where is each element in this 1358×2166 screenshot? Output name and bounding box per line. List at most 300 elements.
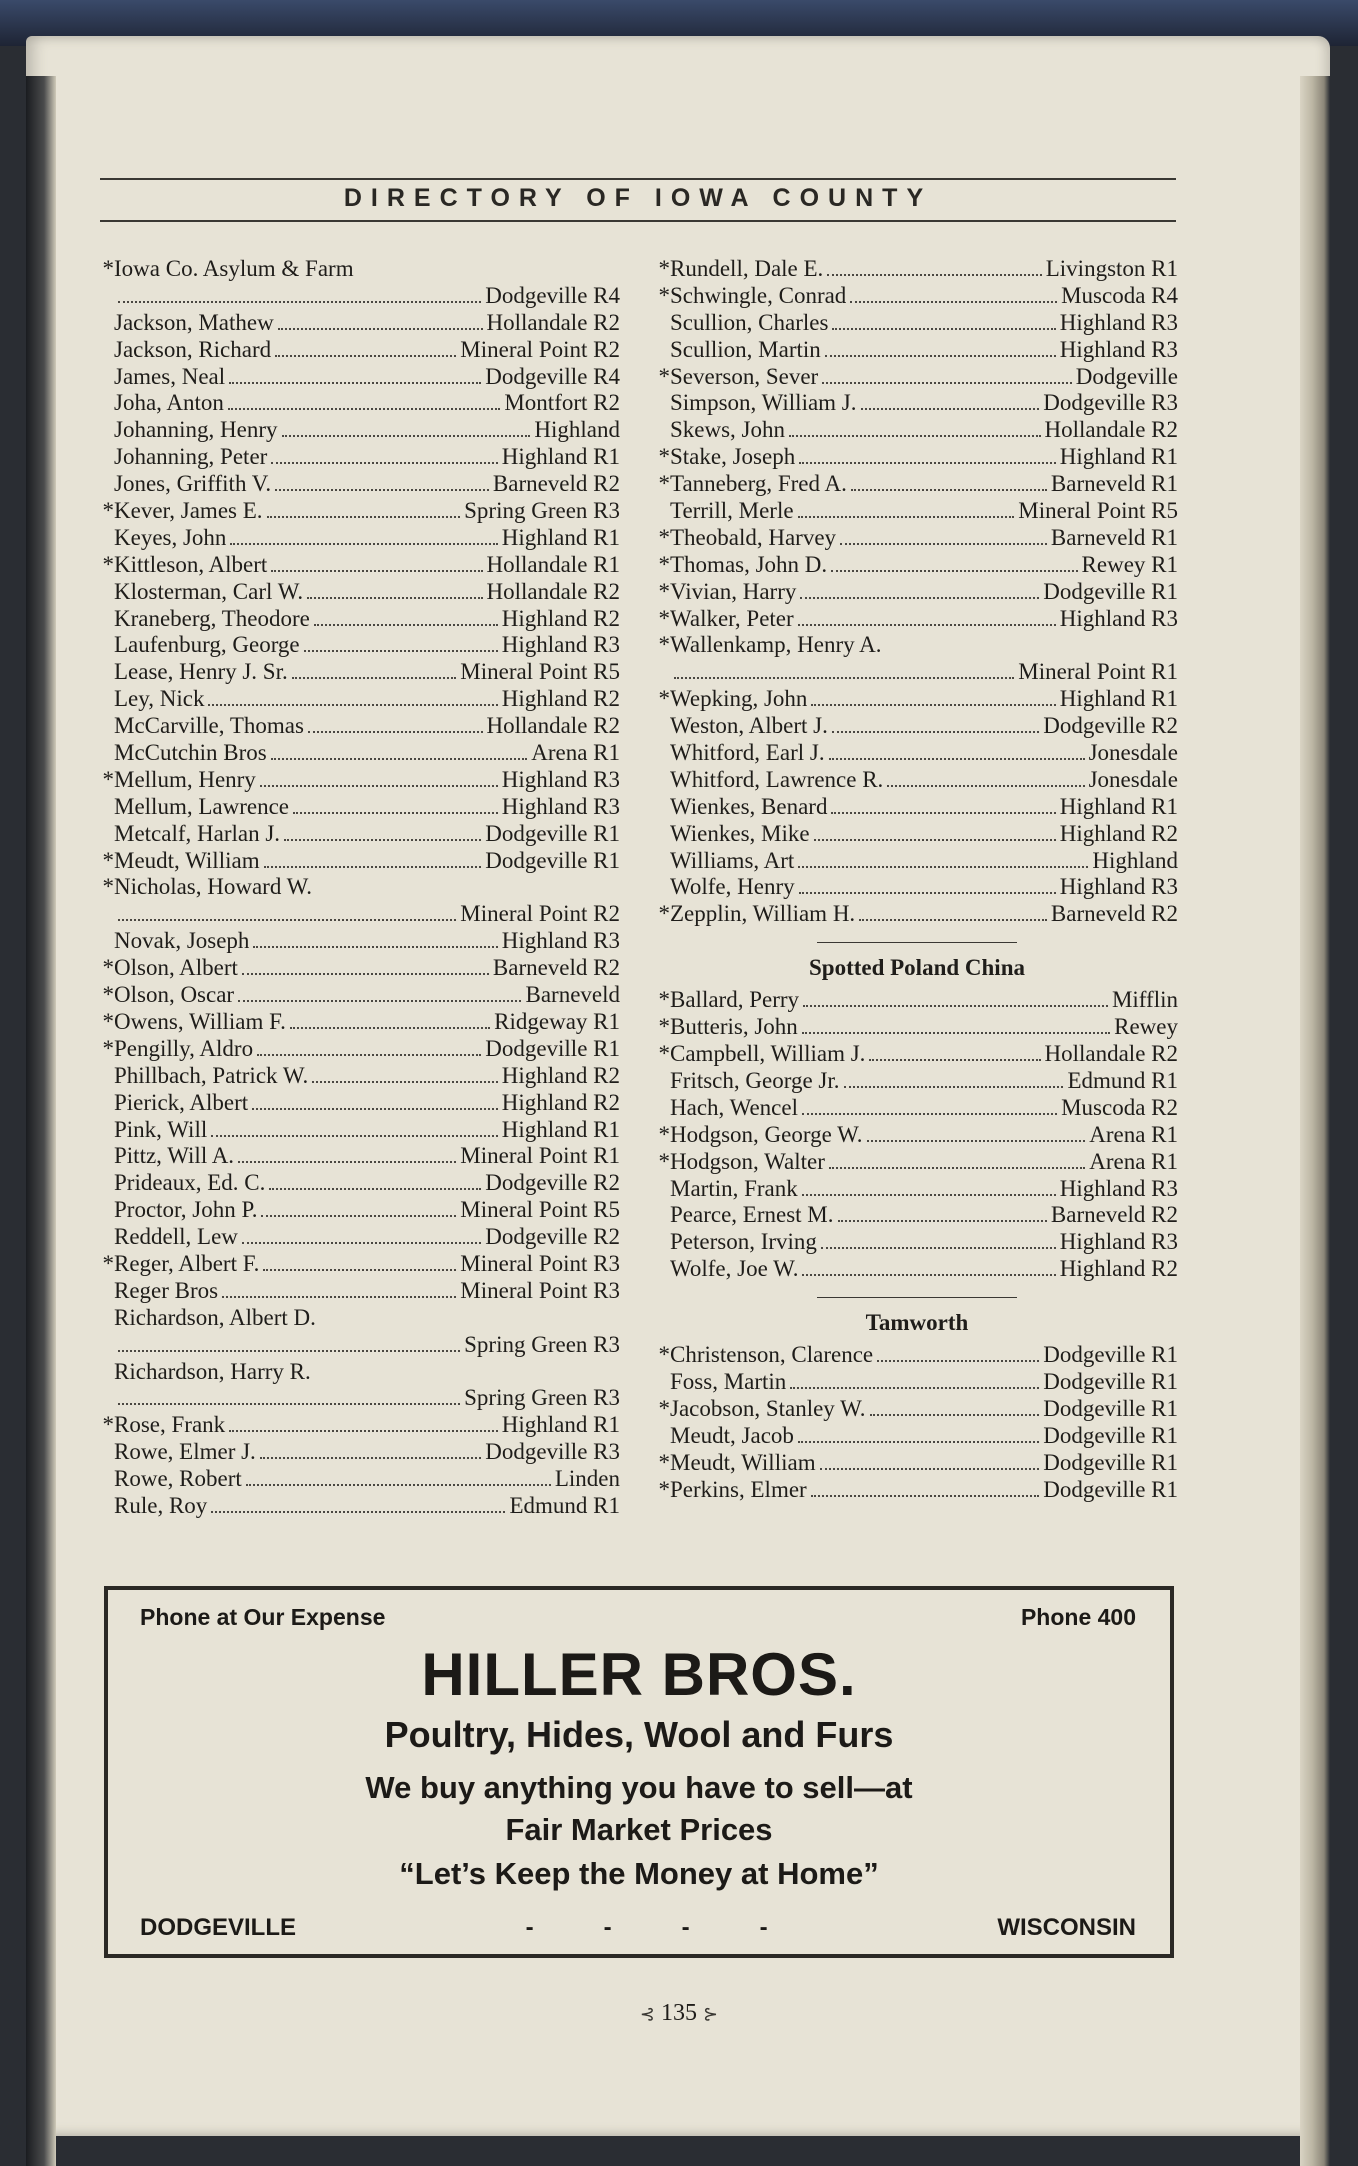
directory-entry bbox=[100, 1385, 620, 1412]
leader-dots bbox=[118, 1350, 460, 1352]
leader-dots bbox=[228, 408, 500, 410]
directory-entry bbox=[100, 1224, 620, 1251]
directory-entry bbox=[656, 579, 1178, 606]
directory-entry bbox=[100, 256, 620, 283]
leader-dots bbox=[877, 1360, 1039, 1362]
entry-name: Walker, Peter bbox=[670, 605, 794, 631]
entry-town: Mineral Point R1 bbox=[460, 1143, 620, 1169]
entry-name: Weston, Albert J. bbox=[670, 713, 828, 739]
entry-name: Reger, Albert F. bbox=[114, 1250, 260, 1276]
leader-dots bbox=[229, 1430, 498, 1432]
entry-name: Perkins, Elmer bbox=[670, 1476, 807, 1502]
leader-dots bbox=[312, 1081, 498, 1083]
leader-dots bbox=[118, 919, 456, 921]
entry-town: Highland R1 bbox=[1059, 686, 1178, 712]
entry-name: Rule, Roy bbox=[114, 1492, 208, 1518]
entry-town: Highland R3 bbox=[501, 766, 620, 792]
directory-entry bbox=[656, 444, 1178, 471]
entry-town: Ridgeway R1 bbox=[494, 1008, 620, 1034]
entry-name: Hach, Wencel bbox=[670, 1094, 798, 1120]
ad-dash: - bbox=[681, 1914, 690, 1941]
entry-name: Wepking, John bbox=[670, 686, 808, 712]
leader-dots bbox=[260, 1457, 481, 1459]
directory-entry bbox=[656, 337, 1178, 364]
entry-name: Laufenburg, George bbox=[114, 632, 300, 658]
entry-town: Highland R1 bbox=[1059, 793, 1178, 819]
leader-dots bbox=[821, 1247, 1056, 1249]
leader-dots bbox=[275, 355, 456, 357]
directory-entry bbox=[100, 1493, 620, 1520]
directory-entry bbox=[656, 1450, 1178, 1477]
directory-entry bbox=[656, 364, 1178, 391]
entry-town: Dodgeville bbox=[1075, 363, 1178, 389]
entry-town: Highland R3 bbox=[501, 793, 620, 819]
entry-town: Jonesdale bbox=[1088, 740, 1178, 766]
leader-dots bbox=[838, 1220, 1047, 1222]
entry-marker: * bbox=[102, 1250, 114, 1276]
leader-dots bbox=[851, 489, 1047, 491]
directory-entry bbox=[656, 1014, 1178, 1041]
leader-dots bbox=[798, 624, 1056, 626]
entry-name: Wolfe, Joe W. bbox=[670, 1256, 799, 1282]
directory-entry bbox=[656, 713, 1178, 740]
entry-town: Spring Green R3 bbox=[464, 1385, 620, 1411]
entry-town: Dodgeville R2 bbox=[485, 1170, 620, 1196]
entry-marker: * bbox=[102, 1412, 114, 1438]
leader-dots bbox=[803, 1005, 1108, 1007]
entry-marker: * bbox=[658, 1041, 670, 1067]
entry-name: Foss, Martin bbox=[670, 1368, 787, 1394]
section-title-spotted: Spotted Poland China bbox=[808, 955, 1025, 981]
entry-town: Dodgeville R4 bbox=[485, 363, 620, 389]
entry-town: Dodgeville R1 bbox=[485, 820, 620, 846]
entry-name: Fritsch, George Jr. bbox=[670, 1067, 840, 1093]
entry-name: Stake, Joseph bbox=[670, 444, 796, 470]
leader-dots bbox=[800, 597, 1039, 599]
header-rule-top bbox=[100, 178, 1176, 180]
entry-name: Martin, Frank bbox=[670, 1175, 798, 1201]
entry-town: Muscoda R4 bbox=[1061, 282, 1178, 308]
entry-town: Rewey bbox=[1114, 1014, 1178, 1040]
entry-name: McCarville, Thomas bbox=[114, 713, 304, 739]
entry-town: Dodgeville R1 bbox=[1043, 1476, 1178, 1502]
directory-entry bbox=[100, 1009, 620, 1036]
directory-entry bbox=[100, 1170, 620, 1197]
directory-entry bbox=[656, 390, 1178, 417]
entry-town: Livingston R1 bbox=[1045, 256, 1178, 281]
entry-town: Mineral Point R5 bbox=[460, 1197, 620, 1223]
entry-town: Edmund R1 bbox=[1067, 1067, 1178, 1093]
directory-entry bbox=[656, 874, 1178, 901]
entry-town: Mineral Point R1 bbox=[1018, 659, 1178, 685]
leader-dots bbox=[242, 973, 489, 975]
directory-entry bbox=[656, 848, 1178, 875]
leader-dots bbox=[814, 839, 1056, 841]
ad-dash: - bbox=[525, 1914, 534, 1941]
entry-name: Wolfe, Henry bbox=[670, 874, 795, 900]
ad-state: WISCONSIN bbox=[997, 1914, 1136, 1941]
entry-name: Butteris, John bbox=[670, 1014, 798, 1040]
leader-dots bbox=[802, 1274, 1055, 1276]
directory-entry bbox=[100, 579, 620, 606]
directory-entry bbox=[656, 1041, 1178, 1068]
leader-dots bbox=[238, 1161, 456, 1163]
directory-entry bbox=[100, 552, 620, 579]
leader-dots bbox=[829, 758, 1085, 760]
directory-entry bbox=[100, 928, 620, 955]
leader-dots bbox=[271, 758, 528, 760]
entry-name: Williams, Art bbox=[670, 847, 795, 873]
entry-marker: * bbox=[658, 901, 670, 927]
page-number: 135 bbox=[661, 2000, 697, 2026]
directory-entry bbox=[656, 1122, 1178, 1149]
entry-name: Severson, Sever bbox=[670, 363, 819, 389]
leader-dots bbox=[802, 1113, 1057, 1115]
directory-entry bbox=[100, 1439, 620, 1466]
leader-dots bbox=[307, 597, 482, 599]
directory-entry bbox=[100, 337, 620, 364]
ornament-right-icon: ⊱ bbox=[703, 2004, 719, 2024]
entry-town: Highland R2 bbox=[1059, 1256, 1178, 1282]
entry-marker: * bbox=[102, 982, 114, 1008]
directory-entry bbox=[100, 713, 620, 740]
entry-name: Wallenkamp, Henry A. bbox=[670, 632, 882, 658]
directory-entry bbox=[100, 874, 620, 901]
leader-dots bbox=[674, 677, 1014, 679]
directory-column-left bbox=[100, 256, 620, 1520]
directory-entry bbox=[656, 310, 1178, 337]
leader-dots bbox=[246, 1484, 551, 1486]
leader-dots bbox=[802, 1194, 1056, 1196]
directory-entry bbox=[100, 686, 620, 713]
leader-dots bbox=[282, 435, 531, 437]
leader-dots bbox=[308, 731, 483, 733]
directory-entry bbox=[656, 1095, 1178, 1122]
leader-dots bbox=[831, 570, 1077, 572]
directory-entry bbox=[100, 1466, 620, 1493]
leader-dots bbox=[840, 543, 1047, 545]
entry-marker: * bbox=[658, 1395, 670, 1421]
directory-entry bbox=[100, 821, 620, 848]
entry-name: Kittleson, Albert bbox=[114, 551, 268, 577]
directory-entry bbox=[100, 525, 620, 552]
entry-marker: * bbox=[658, 1014, 670, 1040]
entry-marker: * bbox=[102, 874, 114, 900]
leader-dots bbox=[870, 1414, 1040, 1416]
leader-dots bbox=[208, 704, 497, 706]
leader-dots bbox=[825, 355, 1056, 357]
directory-entry bbox=[656, 283, 1178, 310]
leader-dots bbox=[271, 462, 497, 464]
directory-entry bbox=[100, 1305, 620, 1332]
directory-entry bbox=[100, 1251, 620, 1278]
entry-town: Highland R1 bbox=[501, 524, 620, 550]
directory-entry bbox=[656, 901, 1178, 928]
leader-dots bbox=[827, 274, 1041, 276]
entry-marker: * bbox=[658, 686, 670, 712]
entry-name: Christenson, Clarence bbox=[670, 1342, 874, 1368]
leader-dots bbox=[242, 1242, 481, 1244]
entry-marker: * bbox=[658, 551, 670, 577]
entry-marker: * bbox=[658, 524, 670, 550]
directory-entry bbox=[656, 256, 1178, 283]
directory-entry bbox=[656, 740, 1178, 767]
directory-entry bbox=[100, 606, 620, 633]
leader-dots bbox=[798, 866, 1088, 868]
entry-name: Joha, Anton bbox=[114, 390, 224, 416]
entry-town: Dodgeville R3 bbox=[1043, 390, 1178, 416]
header-rule-bottom bbox=[100, 220, 1176, 222]
leader-dots bbox=[798, 516, 1015, 518]
entry-name: Rowe, Elmer J. bbox=[114, 1439, 256, 1465]
ad-prices-line: Fair Market Prices bbox=[505, 1812, 773, 1847]
entry-name: Rose, Frank bbox=[114, 1412, 226, 1438]
directory-entry bbox=[656, 471, 1178, 498]
entry-name: Kever, James E. bbox=[114, 498, 263, 524]
leader-dots bbox=[290, 1027, 490, 1029]
leader-dots bbox=[118, 1403, 460, 1405]
directory-entry bbox=[656, 1423, 1178, 1450]
entry-town: Highland R3 bbox=[1059, 1229, 1178, 1255]
entry-name: Scullion, Charles bbox=[670, 309, 829, 335]
directory-entry bbox=[100, 1117, 620, 1144]
entry-town: Hollandale R2 bbox=[486, 713, 620, 739]
directory-entry bbox=[100, 1143, 620, 1170]
entry-marker: * bbox=[102, 847, 114, 873]
entry-name: Keyes, John bbox=[114, 524, 227, 550]
ad-business-name: HILLER BROS. bbox=[421, 1641, 857, 1708]
entry-marker: * bbox=[658, 256, 670, 281]
entry-marker: * bbox=[102, 1008, 114, 1034]
entry-town: Dodgeville R3 bbox=[485, 1439, 620, 1465]
entry-name: Proctor, John P. bbox=[114, 1197, 258, 1223]
entry-marker: * bbox=[658, 363, 670, 389]
leader-dots bbox=[252, 1108, 498, 1110]
entry-name: Olson, Oscar bbox=[114, 982, 235, 1008]
entry-town: Dodgeville R4 bbox=[485, 282, 620, 308]
leader-dots bbox=[264, 866, 482, 868]
entry-name: Richardson, Albert D. bbox=[114, 1304, 316, 1330]
entry-town: Mineral Point R3 bbox=[460, 1250, 620, 1276]
entry-marker: * bbox=[658, 1476, 670, 1502]
entry-marker: * bbox=[102, 256, 114, 281]
entry-town: Highland R2 bbox=[1059, 820, 1178, 846]
entry-town: Muscoda R2 bbox=[1061, 1094, 1178, 1120]
leader-dots bbox=[859, 919, 1047, 921]
ad-location-row bbox=[140, 1914, 1136, 1942]
entry-marker: * bbox=[102, 766, 114, 792]
entry-name: Theobald, Harvey bbox=[670, 524, 837, 550]
directory-entry bbox=[656, 987, 1178, 1014]
entry-town: Jonesdale bbox=[1088, 766, 1178, 792]
leader-dots bbox=[211, 1135, 498, 1137]
leader-dots bbox=[238, 1000, 521, 1002]
entry-name: Vivian, Harry bbox=[670, 578, 797, 604]
entry-town: Barneveld R2 bbox=[1050, 901, 1178, 927]
ad-buy-line: We buy anything you have to sell—at bbox=[365, 1770, 913, 1805]
directory-entry bbox=[656, 1396, 1178, 1423]
entry-name: Johanning, Henry bbox=[114, 417, 278, 443]
directory-entry bbox=[100, 767, 620, 794]
entry-name: Reddell, Lew bbox=[114, 1224, 238, 1250]
entry-town: Highland R3 bbox=[501, 928, 620, 954]
directory-entry bbox=[656, 1176, 1178, 1203]
entry-town: Barneveld R2 bbox=[1050, 1202, 1178, 1228]
entry-town: Highland R3 bbox=[1059, 309, 1178, 335]
entry-marker: * bbox=[658, 987, 670, 1013]
entry-town: Highland R2 bbox=[501, 1089, 620, 1115]
leader-dots bbox=[789, 435, 1040, 437]
directory-entry bbox=[100, 471, 620, 498]
leader-dots bbox=[222, 1296, 456, 1298]
entry-marker: * bbox=[102, 955, 114, 981]
entry-town: Linden bbox=[554, 1466, 620, 1492]
directory-entry bbox=[656, 821, 1178, 848]
ad-products: Poultry, Hides, Wool and Furs bbox=[384, 1714, 894, 1755]
leader-dots bbox=[798, 1441, 1039, 1443]
entry-town: Spring Green R3 bbox=[464, 498, 620, 524]
ad-phone-expense: Phone at Our Expense bbox=[140, 1604, 386, 1630]
entry-name: Klosterman, Carl W. bbox=[114, 578, 304, 604]
entry-name: Jackson, Mathew bbox=[114, 309, 274, 335]
entry-name: Prideaux, Ed. C. bbox=[114, 1170, 266, 1196]
directory-entry bbox=[100, 1063, 620, 1090]
entry-name: Nicholas, Howard W. bbox=[114, 874, 313, 900]
entry-town: Edmund R1 bbox=[509, 1492, 620, 1518]
entry-name: Schwingle, Conrad bbox=[670, 282, 847, 308]
ad-slogan: “Let’s Keep the Money at Home” bbox=[399, 1856, 879, 1891]
leader-dots bbox=[832, 731, 1039, 733]
directory-entry bbox=[100, 659, 620, 686]
directory-entry bbox=[100, 1278, 620, 1305]
directory-entry bbox=[100, 1359, 620, 1386]
entry-name: James, Neal bbox=[114, 363, 226, 389]
entry-name: Rowe, Robert bbox=[114, 1466, 242, 1492]
entry-marker: * bbox=[102, 1035, 114, 1061]
directory-entry bbox=[656, 686, 1178, 713]
directory-entry bbox=[656, 1256, 1178, 1283]
advertisement-box bbox=[104, 1586, 1174, 1958]
entry-town: Dodgeville R1 bbox=[1043, 1368, 1178, 1394]
entry-town: Hollandale R1 bbox=[486, 551, 620, 577]
page-gutter-shadow bbox=[26, 76, 56, 2166]
entry-town: Highland R1 bbox=[501, 1116, 620, 1142]
directory-entry bbox=[656, 417, 1178, 444]
entry-town: Mineral Point R5 bbox=[1018, 498, 1178, 524]
directory-entry bbox=[656, 525, 1178, 552]
ad-dash: - bbox=[603, 1914, 612, 1941]
directory-entry bbox=[100, 901, 620, 928]
entry-name: Meudt, William bbox=[670, 1449, 816, 1475]
directory-entry bbox=[656, 1149, 1178, 1176]
entry-name: Jacobson, Stanley W. bbox=[670, 1395, 866, 1421]
entry-town: Highland bbox=[534, 417, 620, 443]
leader-dots bbox=[831, 812, 1055, 814]
entry-name: Thomas, John D. bbox=[670, 551, 828, 577]
entry-marker: * bbox=[658, 578, 670, 604]
directory-entry bbox=[100, 982, 620, 1009]
leader-dots bbox=[211, 1511, 505, 1513]
leader-dots bbox=[275, 489, 489, 491]
entry-town: Dodgeville R1 bbox=[1043, 1422, 1178, 1448]
entry-marker: * bbox=[658, 444, 670, 470]
entry-name: Olson, Albert bbox=[114, 955, 238, 981]
directory-entry bbox=[656, 1477, 1178, 1504]
entry-name: Tanneberg, Fred A. bbox=[670, 471, 847, 497]
entry-name: Mellum, Lawrence bbox=[114, 793, 289, 819]
ad-dash: - bbox=[759, 1914, 768, 1941]
leader-dots bbox=[304, 650, 498, 652]
entry-marker: * bbox=[102, 551, 114, 577]
entry-name: Owens, William F. bbox=[114, 1008, 286, 1034]
leader-dots bbox=[292, 677, 457, 679]
entry-town: Mineral Point R2 bbox=[460, 336, 620, 362]
leader-dots bbox=[887, 785, 1084, 787]
leader-dots bbox=[799, 462, 1056, 464]
directory-entry bbox=[656, 1369, 1178, 1396]
directory-entry bbox=[100, 498, 620, 525]
directory-entry bbox=[100, 417, 620, 444]
entry-town: Highland R3 bbox=[1059, 1175, 1178, 1201]
leader-dots bbox=[811, 704, 1055, 706]
entry-town: Dodgeville R1 bbox=[485, 1035, 620, 1061]
leader-dots bbox=[253, 946, 497, 948]
directory-entry bbox=[100, 955, 620, 982]
entry-town: Dodgeville R1 bbox=[485, 847, 620, 873]
leader-dots bbox=[832, 328, 1055, 330]
entry-name: Richardson, Harry R. bbox=[114, 1358, 311, 1384]
entry-marker: * bbox=[658, 1449, 670, 1475]
leader-dots bbox=[293, 812, 498, 814]
entry-name: Terrill, Merle bbox=[670, 498, 794, 524]
entry-town: Dodgeville R1 bbox=[1043, 1342, 1178, 1368]
section-title-tamworth: Tamworth bbox=[865, 1310, 969, 1336]
entry-name: Peterson, Irving bbox=[670, 1229, 817, 1255]
entry-town: Mineral Point R2 bbox=[460, 901, 620, 927]
leader-dots bbox=[230, 543, 497, 545]
entry-town: Highland R3 bbox=[1059, 874, 1178, 900]
leader-dots bbox=[829, 1167, 1085, 1169]
leader-dots bbox=[867, 1140, 1086, 1142]
entry-name: Rundell, Dale E. bbox=[670, 256, 824, 281]
leader-dots bbox=[844, 1086, 1064, 1088]
leader-dots bbox=[790, 1387, 1039, 1389]
directory-entry bbox=[100, 364, 620, 391]
leader-dots bbox=[260, 785, 498, 787]
entry-town: Montfort R2 bbox=[504, 390, 620, 416]
entry-town: Dodgeville R2 bbox=[1043, 713, 1178, 739]
directory-entry bbox=[100, 632, 620, 659]
entry-name: Novak, Joseph bbox=[114, 928, 250, 954]
entry-town: Barneveld R2 bbox=[492, 955, 620, 981]
entry-name: Whitford, Earl J. bbox=[670, 740, 825, 766]
entry-name: Scullion, Martin bbox=[670, 336, 821, 362]
leader-dots bbox=[118, 301, 481, 303]
ad-dashes bbox=[526, 1914, 768, 1942]
entry-town: Highland R1 bbox=[1059, 444, 1178, 470]
entry-name: Pearce, Ernest M. bbox=[670, 1202, 834, 1228]
directory-list-tamworth bbox=[656, 1342, 1178, 1503]
page-edge-right bbox=[1300, 76, 1330, 2166]
directory-entry bbox=[656, 606, 1178, 633]
entry-town: Hollandale R2 bbox=[486, 309, 620, 335]
entry-town: Highland R2 bbox=[501, 686, 620, 712]
entry-town: Spring Green R3 bbox=[464, 1331, 620, 1357]
entry-name: Skews, John bbox=[670, 417, 786, 443]
entry-town: Dodgeville R1 bbox=[1043, 1395, 1178, 1421]
entry-name: Campbell, William J. bbox=[670, 1041, 866, 1067]
page-number-footer bbox=[0, 2000, 1358, 2027]
